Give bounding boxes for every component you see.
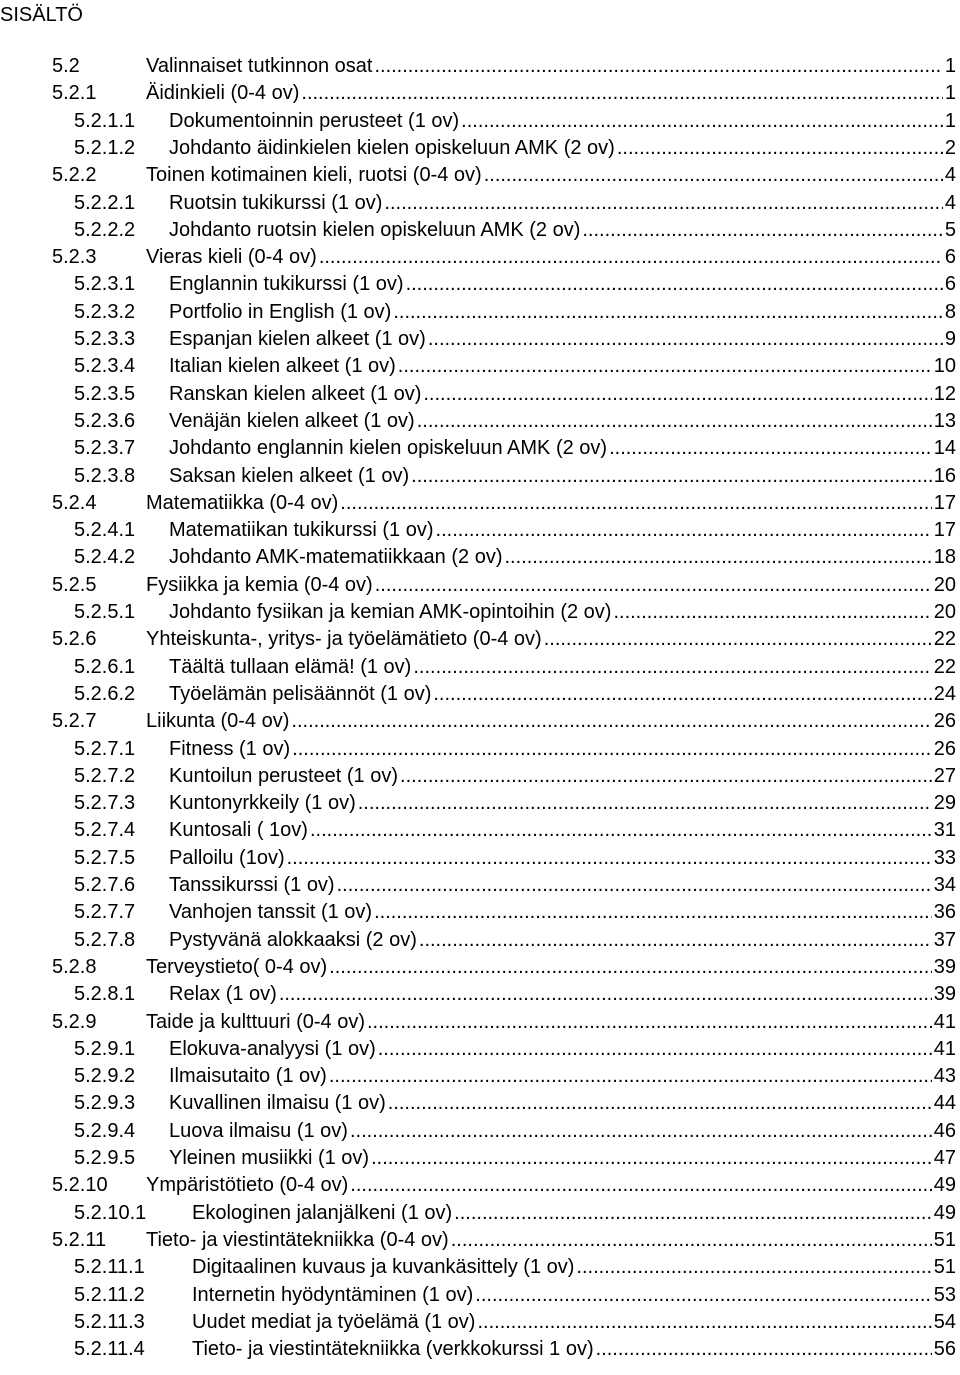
toc-entry[interactable] (52, 625, 956, 653)
toc-entry-title: Työelämän pelisäännöt (1 ov) (169, 682, 432, 705)
toc-entry[interactable] (52, 52, 956, 80)
toc-entry-title: Kuntonyrkkeily (1 ov) (169, 792, 356, 815)
toc-dot-leader (617, 134, 943, 162)
toc-entry[interactable] (74, 789, 956, 817)
toc-entry-number: 5.2.11.1 (74, 1256, 145, 1279)
toc-dot-leader (375, 571, 932, 599)
toc-entry[interactable] (74, 1335, 956, 1363)
toc-entry-number: 5.2.3 (52, 246, 97, 269)
toc-entry-number: 5.2.10.1 (74, 1201, 147, 1224)
toc-entry-page: 13 (933, 409, 956, 432)
toc-entry-page: 17 (933, 519, 956, 542)
toc-entry-page: 34 (933, 874, 956, 896)
toc-entry[interactable] (52, 489, 956, 517)
toc-entry[interactable] (74, 107, 956, 135)
toc-entry-page: 51 (933, 1228, 956, 1251)
toc-entry[interactable] (74, 462, 956, 490)
toc-entry-page: 16 (933, 464, 956, 487)
toc-entry-title: Ilmaisutaito (1 ov) (169, 1065, 327, 1088)
toc-dot-leader (371, 1144, 932, 1172)
toc-entry[interactable] (74, 653, 956, 681)
toc-entry-title: Saksan kielen alkeet (1 ov) (169, 464, 410, 487)
toc-entry-number: 5.2.8.1 (74, 983, 136, 1006)
toc-entry-number: 5.2.3.4 (74, 355, 136, 378)
toc-entry-number: 5.2 (52, 55, 80, 77)
toc-dot-leader (406, 270, 943, 298)
toc-entry-title: Vieras kieli (0-4 ov) (146, 246, 317, 269)
toc-entry-number: 5.2.9.1 (74, 1037, 136, 1060)
toc-entry[interactable] (74, 543, 956, 571)
toc-entry-title: Johdanto äidinkielen kielen opiskeluun AMK (2 ov) (169, 136, 615, 159)
toc-entry-page: 24 (933, 682, 956, 705)
toc-entry-number: 5.2.1.1 (74, 109, 136, 132)
toc-entry-title: Valinnaiset tutkinnon osat (146, 55, 373, 77)
toc-entry-title: Fitness (1 ov) (169, 737, 291, 760)
toc-entry-title: Ekologinen jalanjälkeni (1 ov) (192, 1201, 453, 1224)
toc-entry-title: Johdanto englannin kielen opiskeluun AMK (2 ov) (169, 437, 608, 460)
toc-entry-title: Johdanto AMK-matematiikkaan (2 ov) (169, 546, 503, 569)
toc-entry-title: Uudet mediat ja työelämä (1 ov) (192, 1310, 476, 1333)
toc-dot-leader (417, 407, 932, 435)
toc-entry-page: 20 (933, 573, 956, 596)
toc-entry[interactable] (74, 270, 956, 298)
toc-entry-title: Johdanto fysiikan ja kemian AMK-opintoihin (2 ov) (169, 601, 612, 623)
toc-entry[interactable] (74, 898, 956, 926)
toc-entry[interactable] (74, 1253, 956, 1281)
toc-dot-leader (400, 762, 932, 790)
toc-entry[interactable] (52, 707, 956, 735)
toc-entry[interactable] (74, 1062, 956, 1090)
toc-entry-number: 5.2.11.2 (74, 1283, 145, 1306)
toc-entry-page: 49 (933, 1201, 956, 1224)
toc-dot-leader (423, 380, 931, 408)
toc-entry[interactable] (52, 1226, 956, 1254)
toc-dot-leader (384, 189, 942, 217)
toc-dot-leader (475, 1281, 931, 1309)
toc-entry-page: 46 (933, 1119, 956, 1142)
toc-entry-title: Elokuva-analyysi (1 ov) (169, 1037, 376, 1060)
toc-dot-leader (484, 161, 943, 189)
toc-entry-page: 10 (933, 355, 956, 378)
toc-entry[interactable] (74, 216, 956, 244)
toc-entry-title: Espanjan kielen alkeet (1 ov) (169, 328, 426, 350)
toc-entry-title: Ympäristötieto (0-4 ov) (146, 1174, 349, 1197)
toc-entry-title: Kuntoilun perusteet (1 ov) (169, 764, 399, 787)
toc-dot-leader (329, 953, 932, 981)
toc-dot-leader (461, 107, 943, 135)
toc-entry-number: 5.2.5.1 (74, 601, 136, 623)
toc-dot-leader (301, 79, 942, 107)
toc-entry[interactable] (52, 79, 956, 107)
toc-entry[interactable] (74, 871, 956, 899)
toc-entry-page: 18 (933, 546, 956, 569)
toc-dot-leader (544, 625, 932, 653)
toc-dot-leader (329, 1062, 932, 1090)
toc-entry-number: 5.2.3.7 (74, 437, 136, 460)
toc-dot-leader (609, 434, 932, 462)
toc-entry-number: 5.2.2 (52, 164, 97, 187)
toc-entry[interactable] (74, 1281, 956, 1309)
toc-entry-page: 6 (944, 246, 956, 269)
toc-entry-page: 43 (933, 1065, 956, 1088)
toc-entry-number: 5.2.7.4 (74, 819, 136, 842)
toc-entry-number: 5.2.9.3 (74, 1092, 136, 1115)
toc-dot-leader (613, 598, 931, 626)
toc-entry-number: 5.2.11.4 (74, 1338, 145, 1361)
toc-entry-title: Tieto- ja viestintätekniikka (0-4 ov) (146, 1228, 449, 1251)
toc-entry-title: Tieto- ja viestintätekniikka (verkkokurssi 1 ov) (192, 1338, 594, 1361)
toc-entry[interactable] (74, 1144, 956, 1172)
toc-dot-leader (287, 844, 932, 872)
toc-entry[interactable] (74, 926, 956, 954)
toc-entry-number: 5.2.7.6 (74, 874, 136, 896)
toc-dot-leader (319, 243, 943, 271)
toc-entry-title: Luova ilmaisu (1 ov) (169, 1119, 348, 1142)
toc-entry-number: 5.2.9 (52, 1010, 97, 1033)
toc-dot-leader (433, 680, 931, 708)
toc-entry-title: Vanhojen tanssit (1 ov) (169, 901, 373, 924)
toc-dot-leader (477, 1308, 931, 1336)
toc-entry-number: 5.2.11.3 (74, 1310, 145, 1333)
toc-entry-title: Dokumentoinnin perusteet (1 ov) (169, 109, 460, 132)
toc-entry-number: 5.2.2.2 (74, 218, 136, 241)
toc-entry[interactable] (52, 953, 956, 981)
toc-entry-title: Internetin hyödyntäminen (1 ov) (192, 1283, 474, 1306)
toc-dot-leader (340, 489, 931, 517)
toc-entry-number: 5.2.9.4 (74, 1119, 136, 1142)
toc-entry[interactable] (74, 134, 956, 162)
toc-entry[interactable] (74, 1035, 956, 1063)
toc-entry[interactable] (74, 844, 956, 872)
toc-dot-leader (350, 1117, 932, 1145)
toc-entry-page: 29 (933, 792, 956, 815)
toc-entry-number: 5.2.7.2 (74, 764, 136, 787)
toc-entry-title: Äidinkieli (0-4 ov) (146, 82, 300, 105)
toc-entry[interactable] (74, 298, 956, 326)
toc-entry-number: 5.2.9.2 (74, 1065, 136, 1088)
toc-entry-number: 5.2.7.5 (74, 846, 136, 869)
toc-entry-title: Englannin tukikurssi (1 ov) (169, 273, 404, 296)
toc-entry-number: 5.2.3.2 (74, 300, 136, 323)
toc-entry-number: 5.2.3.1 (74, 273, 136, 296)
toc-dot-leader (413, 653, 931, 681)
toc-entry[interactable] (74, 407, 956, 435)
toc-entry-page: 6 (944, 273, 956, 296)
toc-entry[interactable] (74, 680, 956, 708)
toc-dot-leader (393, 298, 943, 326)
toc-dot-leader (292, 735, 932, 763)
toc-entry-page: 39 (933, 955, 956, 978)
toc-entry-title: Pystyvänä alokkaaksi (2 ov) (169, 928, 417, 951)
toc-entry-number: 5.2.5 (52, 573, 97, 596)
toc-entry-page: 31 (933, 819, 956, 842)
toc-entry[interactable] (74, 735, 956, 763)
toc-entry-title: Kuvallinen ilmaisu (1 ov) (169, 1092, 386, 1115)
toc-dot-leader (350, 1171, 931, 1199)
toc-entry-number: 5.2.7.8 (74, 928, 136, 951)
toc-entry-title: Relax (1 ov) (169, 983, 277, 1006)
toc-entry-page: 39 (933, 983, 956, 1006)
toc-entry-page: 56 (933, 1338, 956, 1361)
toc-dot-leader (374, 52, 942, 80)
toc-entry-page: 1 (944, 109, 956, 132)
toc-entry[interactable] (74, 1308, 956, 1336)
toc-entry-number: 5.2.7 (52, 710, 97, 733)
toc-entry-number: 5.2.6.1 (74, 655, 136, 678)
toc-entry-number: 5.2.3.6 (74, 409, 136, 432)
toc-entry-page: 1 (944, 82, 956, 105)
toc-entry-number: 5.2.8 (52, 955, 97, 978)
toc-entry-title: Yleinen musiikki (1 ov) (169, 1147, 370, 1169)
toc-entry-page: 44 (933, 1092, 956, 1115)
toc-entry[interactable] (52, 571, 956, 599)
toc-dot-leader (451, 1226, 932, 1254)
toc-entry-page: 9 (944, 328, 956, 350)
toc-entry-page: 20 (933, 601, 956, 623)
toc-entry-number: 5.2.4 (52, 491, 97, 514)
toc-entry[interactable] (74, 1199, 956, 1227)
toc-entry[interactable] (52, 1171, 956, 1199)
toc-entry[interactable] (74, 980, 956, 1008)
toc-entry-title: Venäjän kielen alkeet (1 ov) (169, 409, 415, 432)
toc-entry-number: 5.2.10 (52, 1174, 108, 1197)
toc-entry-number: 5.2.4.1 (74, 519, 136, 542)
toc-entry-number: 5.2.11 (52, 1228, 107, 1251)
toc-entry-title: Fysiikka ja kemia (0-4 ov) (146, 573, 373, 596)
toc-entry-page: 47 (933, 1147, 956, 1169)
toc-entry[interactable] (74, 1117, 956, 1145)
toc-heading: SISÄLTÖ (0, 4, 83, 26)
toc-entry[interactable] (74, 816, 956, 844)
toc-entry-page: 36 (933, 901, 956, 924)
toc-dot-leader (358, 789, 932, 817)
toc-dot-leader (398, 352, 932, 380)
toc-entry-title: Matematiikan tukikurssi (1 ov) (169, 519, 434, 542)
toc-entry-title: Ranskan kielen alkeet (1 ov) (169, 382, 422, 405)
toc-entry-page: 37 (933, 928, 956, 951)
toc-entry-number: 5.2.4.2 (74, 546, 136, 569)
toc-entry-number: 5.2.7.7 (74, 901, 136, 924)
toc-entry[interactable] (74, 325, 956, 353)
toc-entry-page: 12 (933, 382, 956, 405)
toc-entry-page: 53 (933, 1283, 956, 1306)
toc-entry-number: 5.2.7.3 (74, 792, 136, 815)
toc-dot-leader (388, 1089, 932, 1117)
toc-dot-leader (367, 1008, 932, 1036)
toc-entry-page: 54 (933, 1310, 956, 1333)
toc-entry-page: 2 (944, 136, 956, 159)
toc-dot-leader (419, 926, 932, 954)
toc-entry[interactable] (74, 516, 956, 544)
toc-dot-leader (436, 516, 932, 544)
toc-entry-page: 8 (944, 300, 956, 323)
toc-entry-page: 41 (933, 1010, 956, 1033)
toc-entry-title: Portfolio in English (1 ov) (169, 300, 392, 323)
toc-dot-leader (596, 1335, 932, 1363)
toc-entry[interactable] (52, 243, 956, 271)
toc-dot-leader (337, 871, 932, 899)
toc-entry[interactable] (74, 1089, 956, 1117)
toc-entry-page: 33 (933, 846, 956, 869)
toc-entry[interactable] (74, 598, 956, 626)
toc-entry-number: 5.2.2.1 (74, 191, 136, 214)
toc-dot-leader (374, 898, 932, 926)
toc-entry-title: Taide ja kulttuuri (0-4 ov) (146, 1010, 365, 1033)
toc-entry-page: 22 (933, 628, 956, 651)
toc-entry-number: 5.2.6.2 (74, 682, 136, 705)
toc-entry[interactable] (74, 434, 956, 462)
toc-entry-page: 17 (933, 491, 956, 514)
toc-entry-page: 4 (944, 191, 956, 214)
toc-entry-title: Digitaalinen kuvaus ja kuvankäsittely (1 ov) (192, 1256, 575, 1279)
toc-entry-title: Terveystieto( 0-4 ov) (146, 955, 328, 978)
toc-entry[interactable] (74, 352, 956, 380)
toc-dot-leader (411, 462, 932, 490)
toc-dot-leader (582, 216, 943, 244)
toc-entry-page: 1 (944, 55, 956, 77)
toc-entry[interactable] (52, 161, 956, 189)
toc-dot-leader (428, 325, 943, 353)
toc-entry-title: Täältä tullaan elämä! (1 ov) (169, 655, 412, 678)
toc-entry-page: 51 (933, 1256, 956, 1279)
toc-entry-page: 22 (933, 655, 956, 678)
toc-entry-number: 5.2.3.8 (74, 464, 136, 487)
toc-dot-leader (279, 980, 932, 1008)
toc-dot-leader (454, 1199, 932, 1227)
toc-entry-number: 5.2.9.5 (74, 1147, 136, 1169)
toc-entry-page: 41 (933, 1037, 956, 1060)
toc-entry-number: 5.2.3.5 (74, 382, 136, 405)
toc-entry-title: Yhteiskunta-, yritys- ja työelämätieto (0-4 ov) (146, 628, 542, 651)
toc-entry-page: 14 (933, 437, 956, 460)
toc-entry[interactable] (74, 380, 956, 408)
toc-entry-title: Toinen kotimainen kieli, ruotsi (0-4 ov) (146, 164, 482, 187)
toc-entry-title: Kuntosali ( 1ov) (169, 819, 308, 842)
toc-entry-title: Johdanto ruotsin kielen opiskeluun AMK (2 ov) (169, 218, 581, 241)
toc-entry-number: 5.2.7.1 (74, 737, 136, 760)
toc-dot-leader (291, 707, 931, 735)
toc-entry-page: 26 (933, 737, 956, 760)
toc-entry[interactable] (52, 1008, 956, 1036)
toc-entry-number: 5.2.6 (52, 628, 97, 651)
toc-entry-page: 27 (933, 764, 956, 787)
toc-dot-leader (310, 816, 932, 844)
toc-entry-number: 5.2.1 (52, 82, 97, 105)
toc-entry-title: Matematiikka (0-4 ov) (146, 491, 339, 514)
toc-entry[interactable] (74, 762, 956, 790)
toc-entry-title: Liikunta (0-4 ov) (146, 710, 290, 733)
toc-entry-page: 26 (933, 710, 956, 733)
toc-dot-leader (505, 543, 932, 571)
toc-entry-title: Tanssikurssi (1 ov) (169, 874, 335, 896)
toc-entry-number: 5.2.3.3 (74, 328, 136, 350)
toc-dot-leader (378, 1035, 932, 1063)
toc-entry-page: 4 (944, 164, 956, 187)
toc-entry[interactable] (74, 189, 956, 217)
toc-entry-page: 5 (944, 218, 956, 241)
toc-entry-number: 5.2.1.2 (74, 136, 136, 159)
toc-entry-title: Ruotsin tukikurssi (1 ov) (169, 191, 383, 214)
toc-entry-page: 49 (933, 1174, 956, 1197)
toc-entry-title: Palloilu (1ov) (169, 846, 285, 869)
toc-entry-title: Italian kielen alkeet (1 ov) (169, 355, 396, 378)
toc-dot-leader (576, 1253, 931, 1281)
